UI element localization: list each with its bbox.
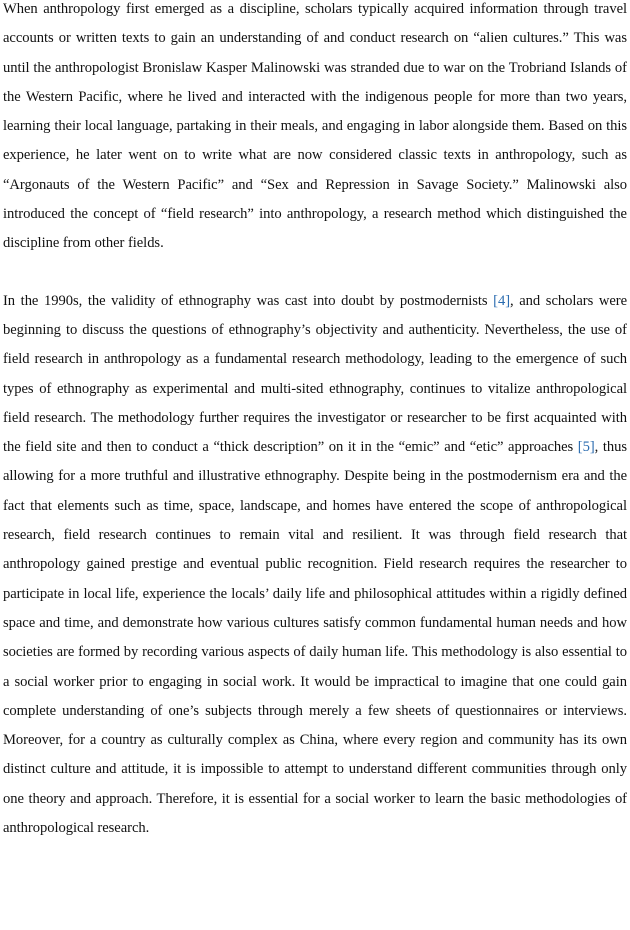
- paragraph-text-segment: In the 1990s, the validity of ethnography was cast into doubt by postmodernists: [3, 292, 494, 309]
- paragraph-text-segment: , thus allowing for a more truthful and illustrative ethnography. Despite being in the postmodernism era and the fact that elements such as time, space, landscape, and homes have entered the scope of anthropological research, field research continues to remain vital and resilient. It was through field research that anthropology gained prestige and eventual public recognition. Field research requires the researcher to participate in local life, experience the locals’ daily life and philosophical attitudes within a rigidly defined space and time, and demonstrate how various cultures satisfy common fundamental human needs and how societies are formed by recording various aspects of daily human life. This methodology is also essential to a social worker prior to engaging in social work. It would be impractical to imagine that one could gain complete understanding of one’s subjects through merely a few sheets of questionnaires or interviews. Moreover, for a country as culturally complex as China, where every region and community has its own distinct culture and attitude, it is impossible to attempt to understand different communities through only one theory and approach. Therefore, it is essential for a social worker to learn the basic methodologies of anthropological research.: [3, 439, 627, 837]
- paragraph-anthropology-origins: When anthropology first emerged as a discipline, scholars typically acquired information through travel accounts or written texts to gain an understanding of and conduct research on “alien cultures.” This was until the anthropologist Bronislaw Kasper Malinowski was stranded due to war on the Trobriand Islands of the Western Pacific, where he lived and interacted with the indigenous people for more than two years, learning their local language, partaking in their meals, and engaging in labor alongside them. Based on this experience, he later went on to write what are now considered classic texts in anthropology, such as “Argonauts of the Western Pacific” and “Sex and Repression in Savage Society.” Malinowski also introduced the concept of “field research” into anthropology, a research method which distinguished the discipline from other fields.: [3, 1, 627, 252]
- document-body: [3, 0, 627, 843]
- paragraph-text-segment: , and scholars were beginning to discuss the questions of ethnography’s objectivity and authenticity. Nevertheless, the use of field research in anthropology as a fundamental research methodology, leading to the emergence of such types of ethnography as experimental and multi-sited ethnography, continues to vitalize anthropological field research. The methodology further requires the investigator or researcher to be first acquainted with the field site and then to conduct a “thick description” on it in the “emic” and “etic” approaches: [3, 292, 628, 456]
- citation-link-4[interactable]: [4]: [493, 292, 511, 309]
- paragraph-field-research: [3, 287, 627, 844]
- citation-link-5[interactable]: [5]: [577, 439, 595, 456]
